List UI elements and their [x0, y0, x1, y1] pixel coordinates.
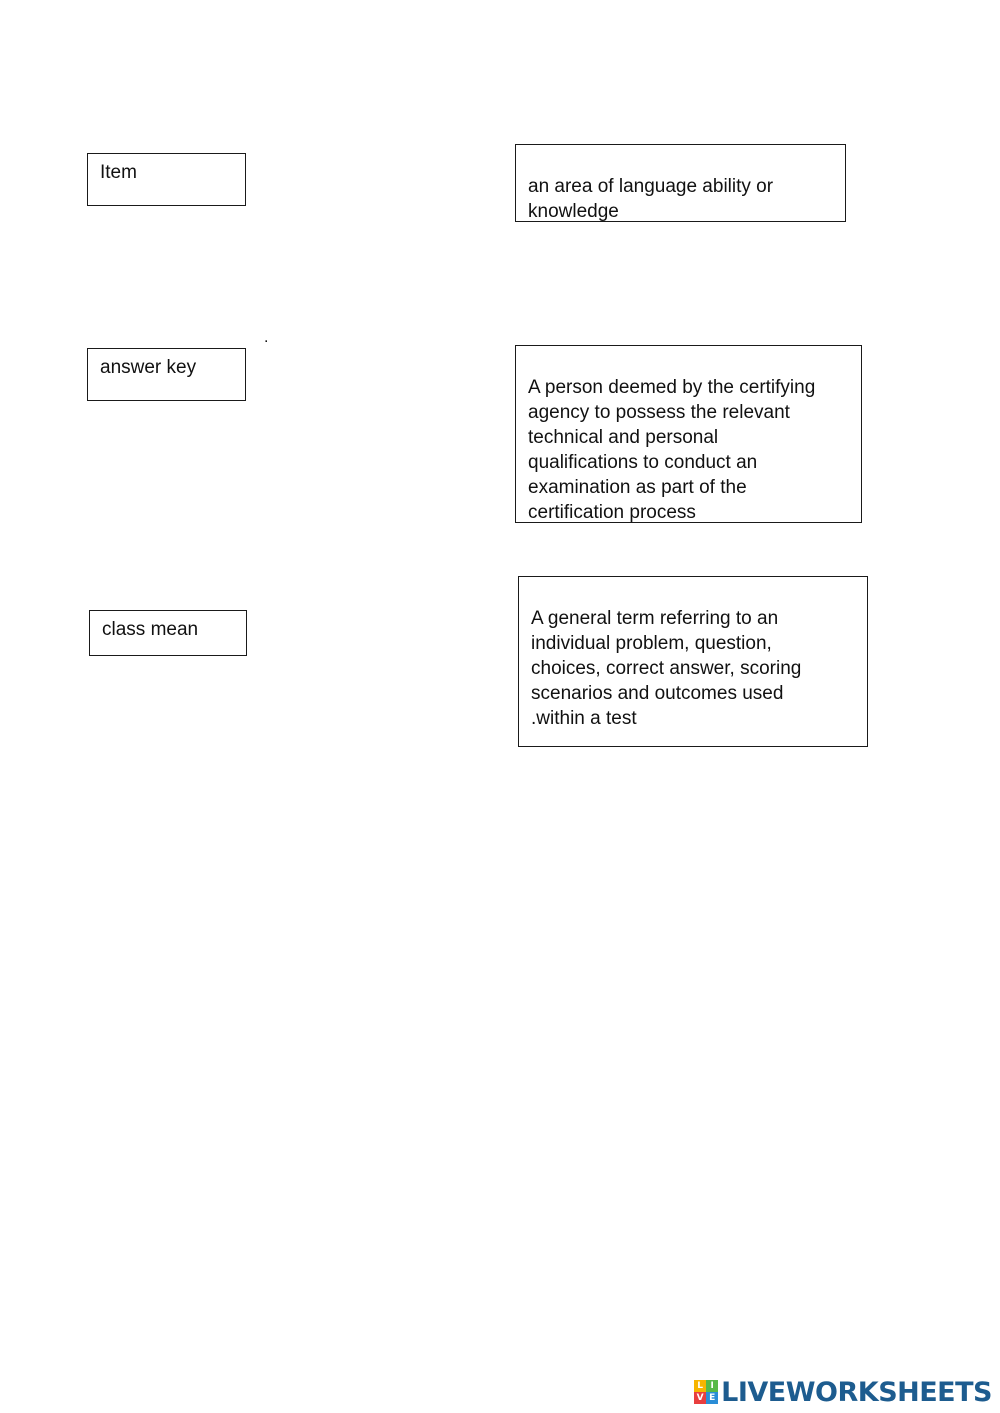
definition-text: A general term referring to an individual problem, question, choices, correct answer, scoring scenarios and outcomes used .within a test	[531, 608, 802, 729]
term-box-class-mean[interactable]	[89, 610, 247, 656]
definition-text: A person deemed by the certifying agency to possess the relevant technical and personal qualifications to conduct an examination as part of the certification process	[528, 377, 816, 523]
logo-tile: E	[706, 1392, 718, 1404]
stray-dot: .	[264, 329, 269, 346]
term-label: Item	[100, 162, 137, 183]
term-box-item[interactable]	[87, 153, 246, 206]
definition-text: an area of language ability or knowledge	[528, 176, 774, 222]
definition-box-1[interactable]	[515, 144, 846, 222]
term-box-answer-key[interactable]	[87, 348, 246, 401]
definition-box-3[interactable]	[518, 576, 868, 747]
liveworksheets-brand	[694, 1377, 992, 1407]
brand-name: LIVEWORKSHEETS	[721, 1376, 992, 1408]
definition-box-2[interactable]	[515, 345, 862, 523]
term-label: answer key	[100, 357, 197, 378]
logo-tile: L	[694, 1380, 706, 1392]
term-label: class mean	[102, 619, 199, 640]
liveworksheets-logo-icon	[694, 1380, 718, 1404]
logo-tile: I	[706, 1380, 718, 1392]
logo-tile: V	[694, 1392, 706, 1404]
